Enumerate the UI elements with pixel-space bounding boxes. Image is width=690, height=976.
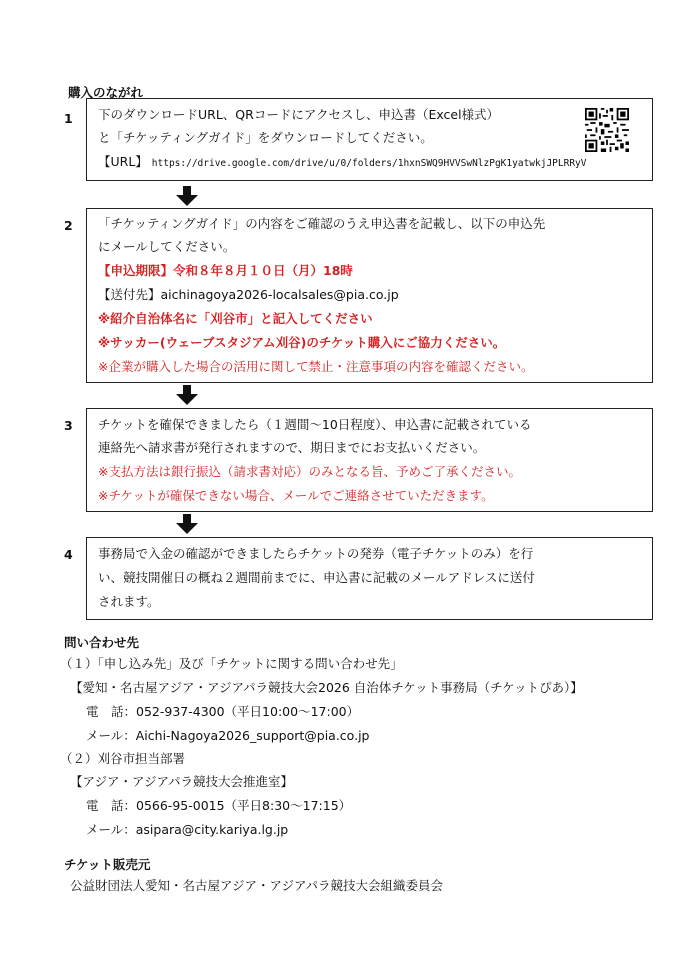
contact-1-phone: 電 話：052-937-4300（平日10:00～17:00） — [86, 704, 360, 719]
step-4-line-3: されます。 — [98, 594, 160, 609]
step-3-note-1: ※支払方法は銀行振込（請求書対応）のみとなる旨、予めご了承ください。 — [98, 464, 521, 479]
step-2-note-1: ※紹介自治体名に「刈谷市」と記入してください — [98, 311, 373, 326]
step-2-line-2: にメールしてください。 — [98, 239, 236, 254]
step-4-number: 4 — [64, 547, 73, 562]
step-4-line-2: い、競技開催日の概ね２週間前までに、申込書に記載のメールアドレスに送付 — [98, 570, 535, 585]
contact-2-org: 【アジア・アジアパラ競技大会推進室】 — [70, 774, 294, 789]
arrow-down-icon — [176, 514, 198, 534]
contact-2-label: （２）刈谷市担当部署 — [60, 751, 186, 766]
application-deadline: 【申込期限】令和８年８月１０日（月）18時 — [98, 263, 353, 278]
contact-1-label: （１）「申し込み先」及び「チケットに関する問い合わせ先」 — [60, 656, 403, 671]
step-1-box — [86, 98, 653, 181]
arrow-down-icon — [176, 186, 198, 206]
qr-code-icon[interactable] — [585, 108, 629, 152]
url-label: 【URL】 — [98, 154, 148, 169]
step-2-note-3: ※企業が購入した場合の活用に関して禁止・注意事項の内容を確認ください。 — [98, 359, 534, 374]
step-3-line-2: 連絡先へ請求書が発行されますので、期日までにお支払いください。 — [98, 440, 486, 455]
flow-heading: 購入のながれ — [68, 85, 144, 100]
step-4-line-1: 事務局で入金の確認ができましたらチケットの発券（電子チケットのみ）を行 — [98, 546, 534, 561]
step-1-number: 1 — [64, 111, 73, 126]
step-2-line-1: 「チケッティングガイド」の内容をご確認のうえ申込書を記載し、以下の申込先 — [98, 216, 546, 231]
seller-heading: チケット販売元 — [64, 857, 151, 872]
step-2-note-2: ※サッカー(ウェーブスタジアム刈谷)のチケット購入にご協力ください。 — [98, 335, 506, 350]
contact-1-org: 【愛知・名古屋アジア・アジアパラ競技大会2026 自治体チケット事務局（チケットぴあ）】 — [70, 680, 583, 695]
step-3-note-2: ※チケットが確保できない場合、メールでご連絡させていただきます。 — [98, 488, 494, 503]
download-url-link[interactable]: https://drive.google.com/drive/u/0/folders/1hxnSWQ9HVVSwNlzPgK1yatwkjJPLRRyV — [151, 158, 587, 169]
step-1-line-1: 下のダウンロードURL、QRコードにアクセスし、申込書（Excel様式） — [98, 107, 500, 122]
step-2-number: 2 — [64, 218, 73, 233]
step-2-box — [86, 208, 653, 383]
arrow-down-icon — [176, 385, 198, 405]
contact-heading: 問い合わせ先 — [64, 635, 140, 650]
step-4-box — [86, 537, 653, 620]
seller-name: 公益財団法人愛知・名古屋アジア・アジアパラ競技大会組織委員会 — [70, 878, 444, 893]
contact-1-mail[interactable]: メール：Aichi-Nagoya2026_support@pia.co.jp — [86, 728, 370, 743]
step-1-line-2: と「チケッティングガイド」をダウンロードしてください。 — [98, 130, 433, 145]
step-3-box — [86, 408, 653, 512]
step-3-line-1: チケットを確保できましたら（１週間～10日程度）、申込書に記載されている — [98, 417, 532, 432]
step-3-number: 3 — [64, 418, 73, 433]
contact-2-phone: 電 話：0566-95-0015（平日8:30～17:15） — [86, 798, 352, 813]
contact-2-mail[interactable]: メール：asipara@city.kariya.lg.jp — [86, 822, 289, 837]
recipient-email[interactable]: 【送付先】aichinagoya2026-localsales@pia.co.jp — [98, 287, 399, 302]
step-1-url-row — [98, 151, 586, 175]
